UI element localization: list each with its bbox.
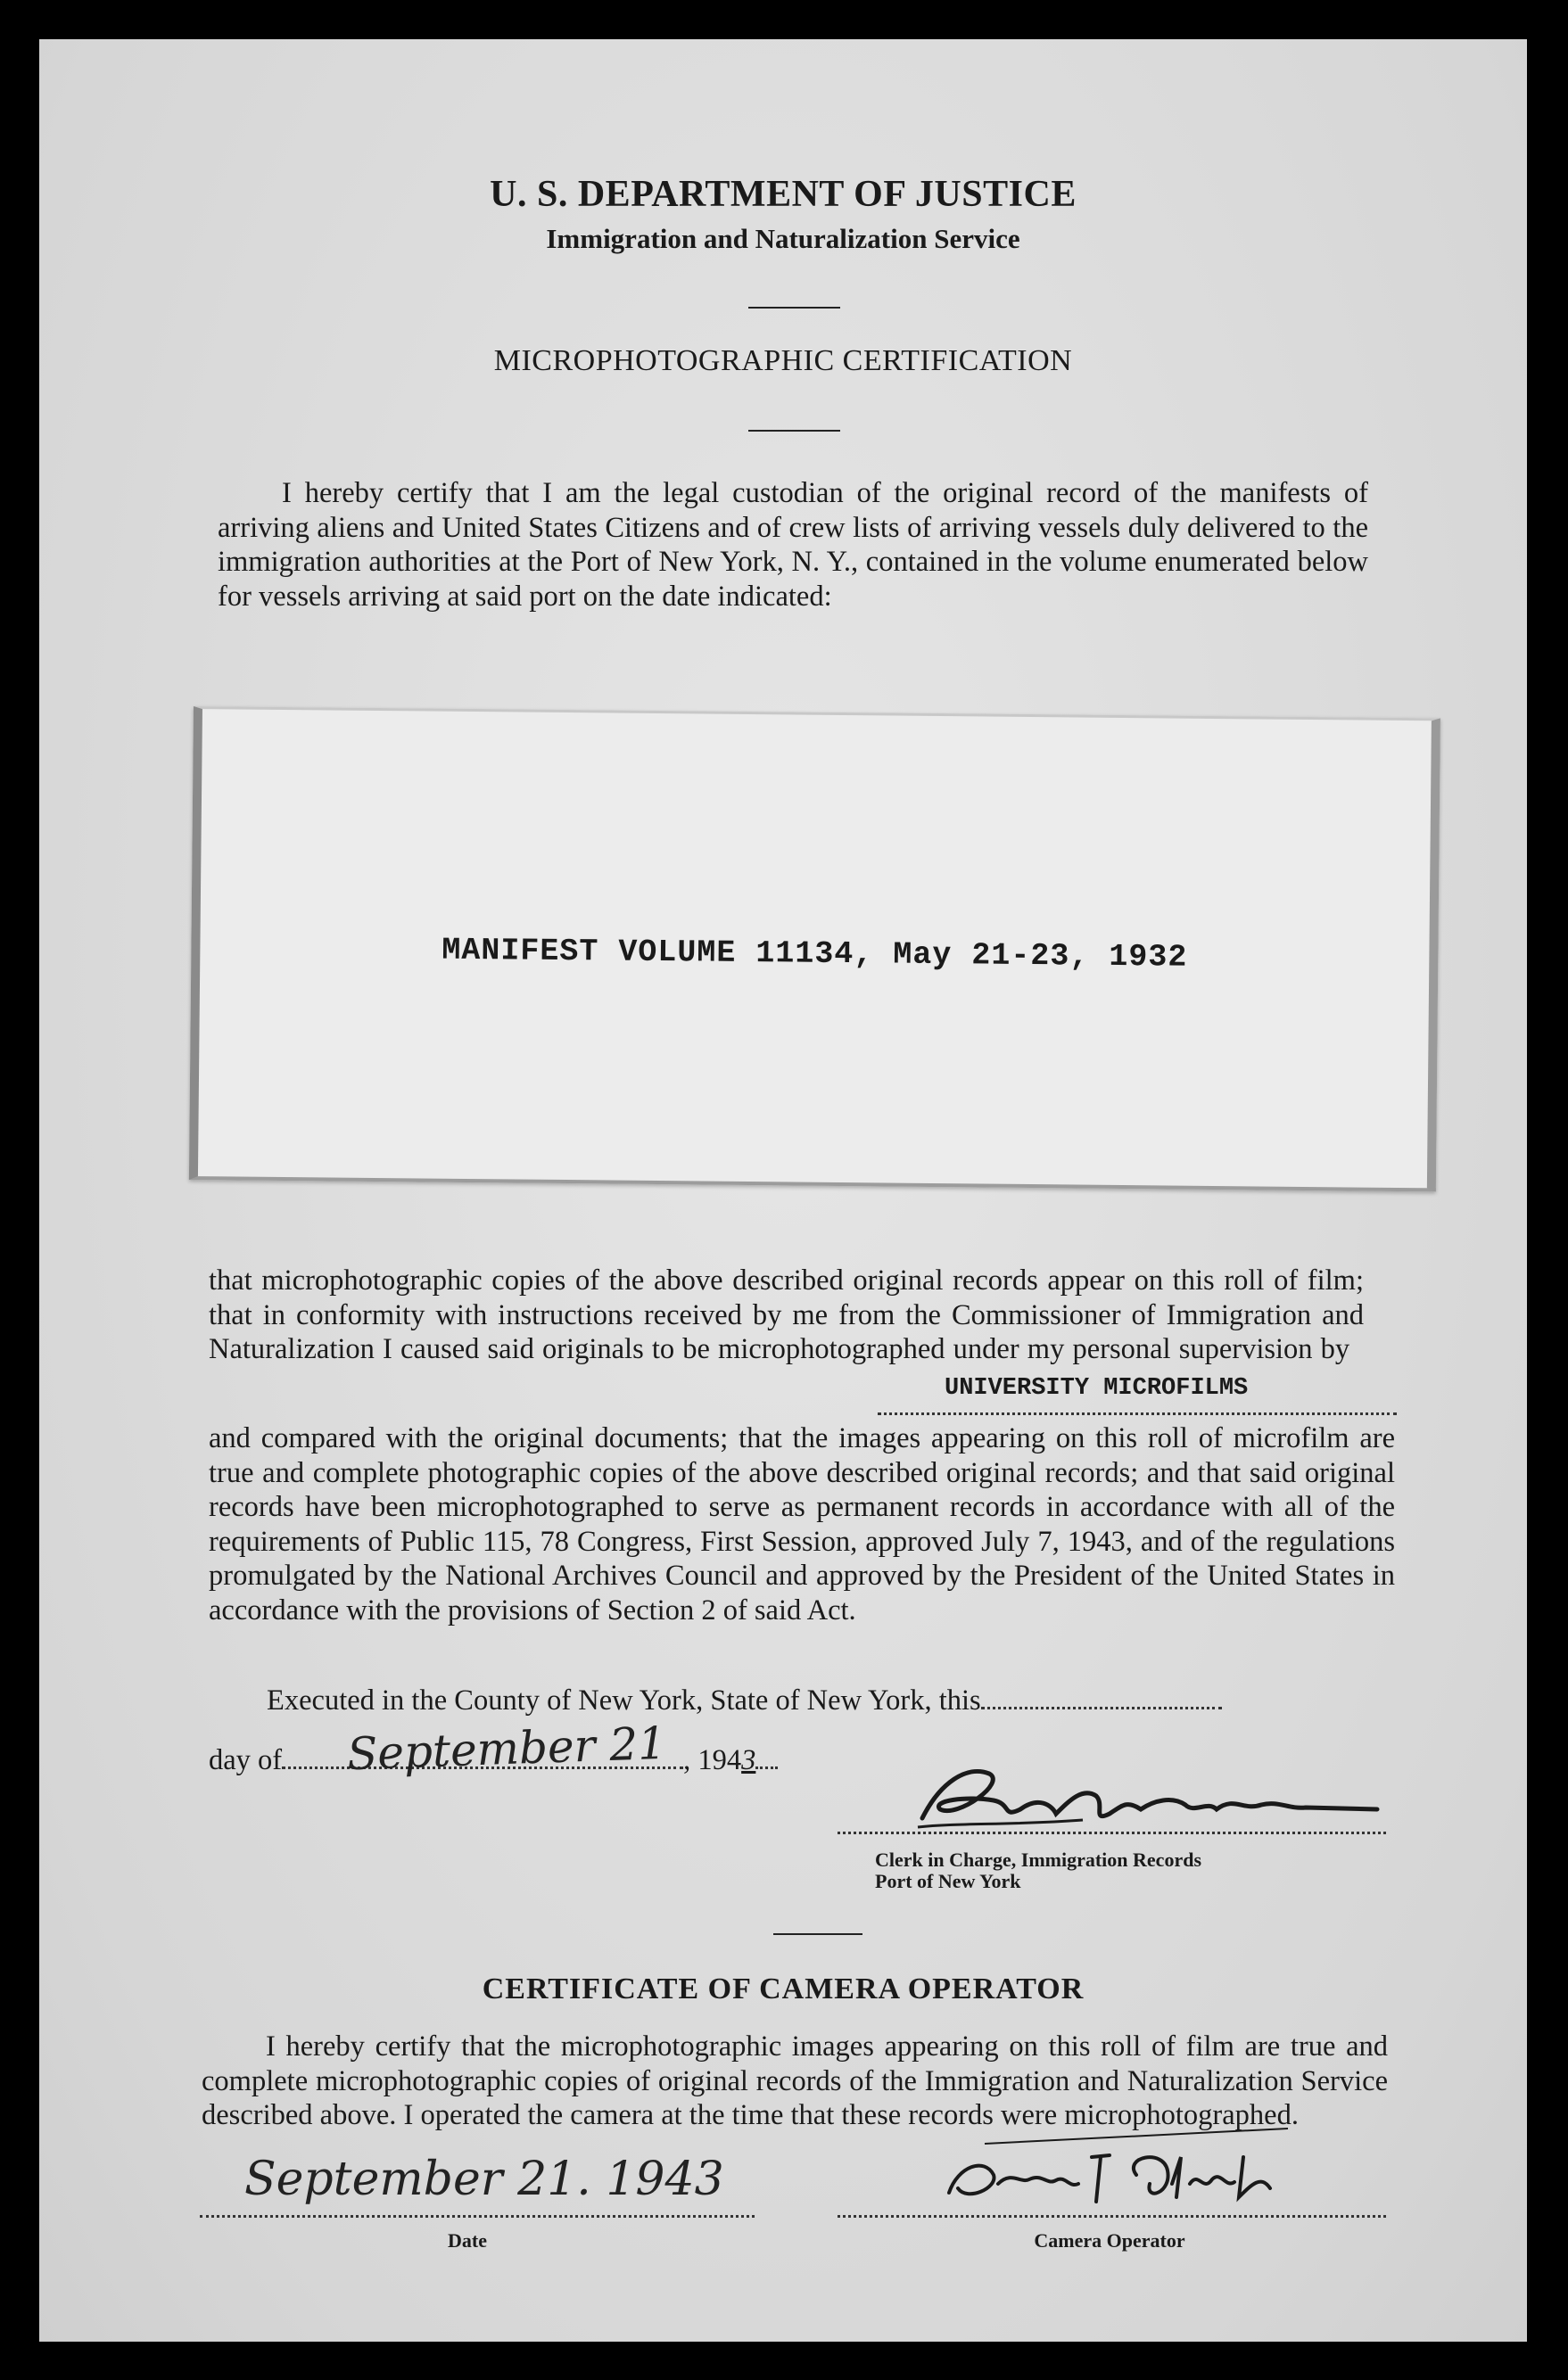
handwritten-operator-date: September 21. 1943 — [244, 2153, 724, 2206]
clerk-title — [875, 1849, 1201, 1892]
year-digit: 3 — [741, 1744, 756, 1776]
handwritten-execution-date: September 21 — [346, 1717, 667, 1781]
clerk-title-line: Clerk in Charge, Immigration Records — [875, 1849, 1202, 1871]
supervisor-name: UNIVERSITY MICROFILMS — [945, 1375, 1249, 1402]
year-prefix: , 194 — [683, 1744, 742, 1776]
camera-certificate-text: I hereby certify that the microphotographic images appearing on this roll of film are true and complete microphotographic copies of original records of the Immigration and Naturalization Service described above. I operated the camera at the time that these records were microphotographed. — [202, 2030, 1388, 2131]
year-dotted-line — [755, 1766, 778, 1769]
intro-paragraph: I hereby certify that I am the legal custodian of the original record of the manifests of arriving aliens and United States Citizens and of crew lists of arriving vessels duly delivered to the immigration authorities at the Port of New York, N. Y., contained in the volume enumerated below for vessels arriving at said port on the date indicated: — [218, 477, 1368, 613]
divider — [773, 1933, 862, 1935]
certification-title: MICROPHOTOGRAPHIC CERTIFICATION — [493, 344, 1073, 377]
date-line — [200, 2215, 755, 2218]
clerk-location-line: Port of New York — [875, 1870, 1021, 1892]
certificate-page — [39, 39, 1527, 2342]
clerk-signature — [904, 1747, 1386, 1845]
executed-text: Executed in the County of New York, State of New York, this — [267, 1684, 981, 1717]
camera-operator-signature — [931, 2121, 1306, 2228]
divider — [748, 307, 840, 309]
body-paragraph-b: and compared with the original documents; that the images appearing on this roll of microfilm are true and complete photographic copies of the above described original records; and that said original records have been microphotographed to serve as permanent records in accordance with all of the requirements of Public 115, 78 Congress, First Session, approved July 7, 1943, and of the regulations promulgated by the National Archives Council and approved by the President of the United States in accordance with the provisions of Section 2 of said Act. — [209, 1422, 1395, 1626]
clerk-signature-line — [838, 1832, 1386, 1834]
executed-line — [267, 1684, 1222, 1717]
manifest-volume-text: MANIFEST VOLUME 11134, May 21-23, 1932 — [442, 932, 1188, 976]
department-heading: U. S. DEPARTMENT OF JUSTICE — [490, 174, 1077, 215]
manifest-volume-label — [189, 706, 1440, 1191]
camera-operator-line — [838, 2215, 1386, 2218]
divider — [748, 430, 840, 432]
camera-operator-label: Camera Operator — [1034, 2229, 1185, 2252]
camera-certificate-title: CERTIFICATE OF CAMERA OPERATOR — [482, 1972, 1085, 2005]
executed-dotted-line — [981, 1707, 1222, 1709]
body-paragraph-a: that microphotographic copies of the above described original records appear on this roll of film; that in conformity with instructions received by me from the Commissioner of Immigration and Naturalization I caused said originals to be microphotographed under my personal supervision by — [209, 1264, 1364, 1365]
date-label: Date — [448, 2229, 487, 2252]
service-subheading: Immigration and Naturalization Service — [546, 223, 1020, 254]
supervisor-dotted-line — [878, 1412, 1397, 1415]
day-of-label: day of — [209, 1744, 283, 1776]
